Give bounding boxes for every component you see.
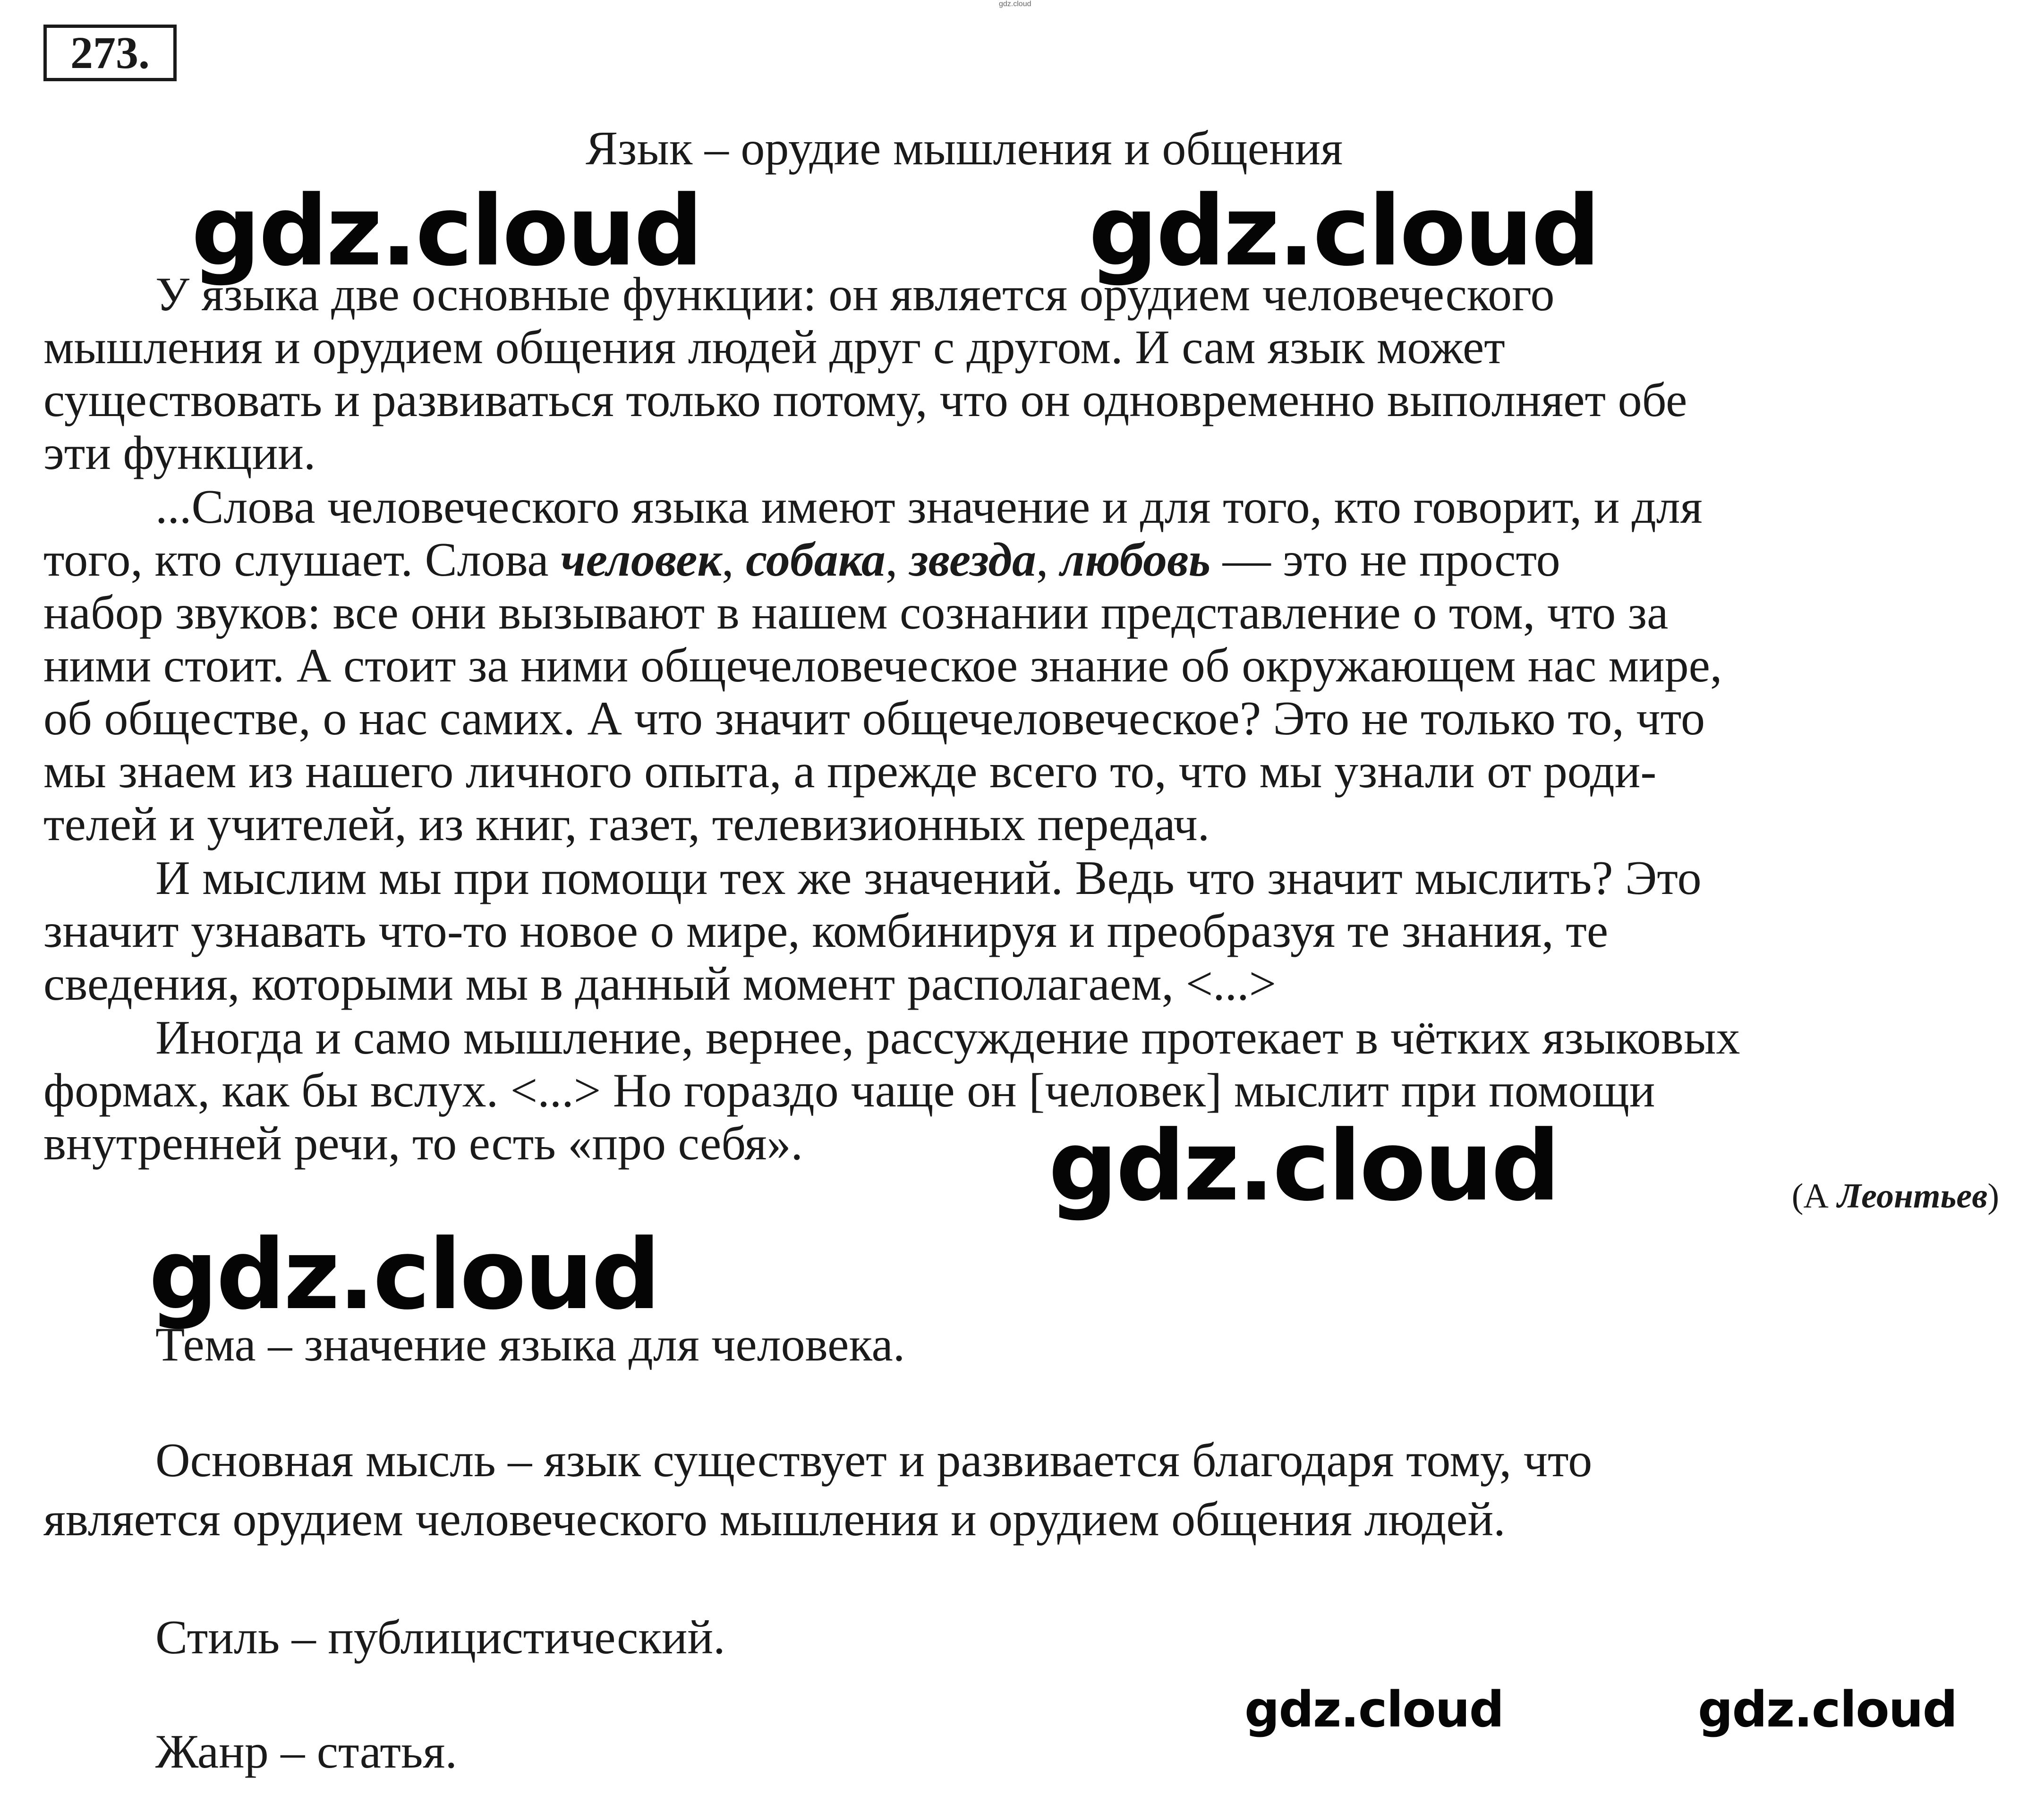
paragraph-3 xyxy=(43,852,2003,1011)
author-surname: Леонтьев xyxy=(1837,1177,1988,1216)
author-attribution xyxy=(1792,1175,1999,1217)
p2-line-4: ними стоит. А стоит за ними общечеловеческое знание об окружающем нас мире, xyxy=(43,639,1722,692)
watermark-4: gdz.cloud xyxy=(149,1219,659,1331)
paragraph-2 xyxy=(43,481,2003,851)
p4-line-1: Иногда и само мышление, вернее, рассуждение протекает в чётких языковых xyxy=(155,1011,1740,1064)
paragraph-4 xyxy=(43,1012,2003,1170)
author-open: (А xyxy=(1791,1177,1838,1216)
p4-line-3: внутренней речи, то есть «про себя». xyxy=(43,1117,803,1170)
answer-idea-line-2: является орудием человеческого мышления и орудием общения людей. xyxy=(43,1493,1506,1546)
separator: , xyxy=(885,533,910,587)
separator: , xyxy=(722,533,746,587)
answer-idea-line-1: Основная мысль – язык существует и развивается благодаря тому, что xyxy=(155,1434,1593,1487)
p2-line-2-end: — это не просто xyxy=(1210,533,1560,587)
p2-line-6: мы знаем из нашего личного опыта, а прежде всего то, что мы узнали от роди- xyxy=(43,745,1657,798)
paragraph-1 xyxy=(43,268,2003,480)
p3-line-2: значит узнавать что-то новое о мире, комбинируя и преобразуя те знания, те xyxy=(43,904,1609,958)
exercise-number: 273. xyxy=(43,25,177,81)
separator: , xyxy=(1036,533,1060,587)
text-title: Язык – орудие мышления и общения xyxy=(586,122,1343,175)
p1-line-2: мышления и орудием общения людей друг с другом. И сам язык может xyxy=(43,321,1505,374)
watermark-2: gdz.cloud xyxy=(1089,175,1599,288)
author-close: ) xyxy=(1987,1177,1999,1216)
answer-style: Стиль – публицистический. xyxy=(155,1611,725,1664)
p4-line-2: формах, как бы вслух. <...> Но гораздо чаще он [человек] мыслит при помощи xyxy=(43,1064,1655,1117)
p1-line-1: У языка две основные функции: он является орудием человеческого xyxy=(155,268,1555,321)
p2-line-1: ...Слова человеческого языка имеют значение и для того, кто говорит, и для xyxy=(155,480,1703,534)
p1-line-4: эти функции. xyxy=(43,426,316,480)
keyword-chelovek: человек xyxy=(561,533,722,587)
p3-line-3: сведения, которыми мы в данный момент располагаем, <...> xyxy=(43,957,1277,1011)
watermark-6: gdz.cloud xyxy=(1698,1681,1957,1738)
watermark-1: gdz.cloud xyxy=(191,175,701,288)
p2-line-7: телей и учителей, из книг, газет, телевизионных передач. xyxy=(43,798,1210,851)
watermark-5: gdz.cloud xyxy=(1244,1681,1504,1738)
p2-line-5: об обществе, о нас самих. А что значит общечеловеческое? Это не только то, что xyxy=(43,692,1705,745)
answer-genre: Жанр – статья. xyxy=(155,1725,457,1778)
keyword-lyubov: любовь xyxy=(1060,533,1211,587)
p3-line-1: И мыслим мы при помощи тех же значений. Ведь что значит мыслить? Это xyxy=(155,851,1702,905)
keyword-sobaka: собака xyxy=(746,533,886,587)
p2-line-2 xyxy=(43,534,2003,587)
answer-theme: Тема – значение языка для человека. xyxy=(155,1318,905,1371)
watermark-3: gdz.cloud xyxy=(1048,1110,1559,1223)
p1-line-3: существовать и развиваться только потому, что он одновременно выполняет обе xyxy=(43,374,1687,427)
keyword-zvezda: звезда xyxy=(909,533,1036,587)
p2-line-3: набор звуков: все они вызывают в нашем сознании представление о том, что за xyxy=(43,586,1669,639)
p2-line-2-start: того, кто слушает. Слова xyxy=(43,533,561,587)
top-watermark: gdz.cloud xyxy=(999,0,1031,8)
